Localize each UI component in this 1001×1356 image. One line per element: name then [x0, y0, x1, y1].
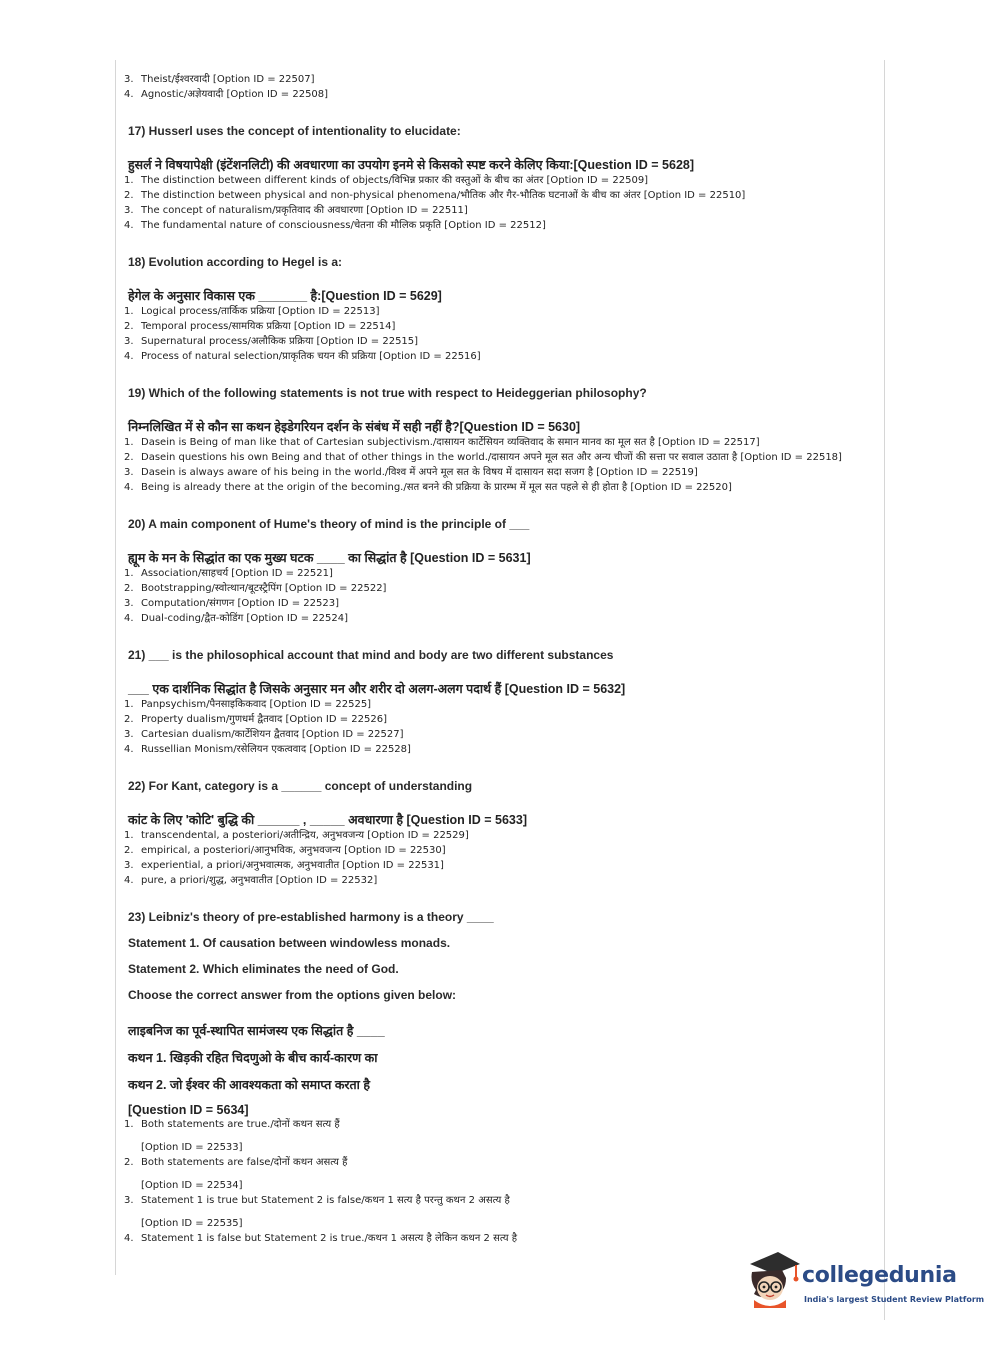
question-17-english: 17) Husserl uses the concept of intentionality to elucidate:: [128, 124, 461, 138]
option-row: 1. The distinction between different kinds of objects/विभिन्न प्रकार की वस्तुओं के बीच का अंतर [Option ID = 22509]: [124, 175, 649, 186]
option-row: 2. Bootstrapping/स्वोत्थान/बूटस्ट्रैपिंग [Option ID = 22522]: [124, 583, 387, 594]
collegedunia-logo[interactable]: [742, 1250, 985, 1312]
option-id: [Option ID = 22533]: [141, 1142, 243, 1153]
option-row: 4. Dual-coding/द्वैत-कोडिंग [Option ID = 22524]: [124, 613, 348, 624]
question-19-hindi: निम्नलिखित में से कौन सा कथन हेइडेगरियन दर्शन के संबंध में सही नहीं है?[Question ID = 5630]: [128, 420, 581, 434]
question-23-options: [124, 1117, 876, 1246]
option-row: 4. Russellian Monism/रसेलियन एकत्ववाद [Option ID = 22528]: [124, 744, 411, 755]
option-row: 1. Panpsychism/पैनसाइकिकवाद [Option ID = 22525]: [124, 699, 372, 710]
option-row: 4. Statement 1 is false but Statement 2 is true./कथन 1 असत्य है लेकिन कथन 2 सत्य है: [124, 1233, 518, 1244]
mascot-icon: [742, 1250, 800, 1310]
option-row: 1. Both statements are true./दोनों कथन सत्य हैं: [124, 1119, 340, 1130]
logo-tagline: India's largest Student Review Platform: [804, 1295, 985, 1304]
option-row: 2. Property dualism/गुणधर्म द्वैतवाद [Option ID = 22526]: [124, 714, 387, 725]
option-row: 2. Temporal process/सामयिक प्रक्रिया [Option ID = 22514]: [124, 321, 396, 332]
option-row: 1. Association/साहचर्य [Option ID = 22521]: [124, 568, 333, 579]
option-row: 3. Theist/ईश्वरवादी [Option ID = 22507]: [124, 74, 315, 85]
question-17-hindi: हुसर्ल ने विषयापेक्षी (इंटेंशनलिटी) की अवधारणा का उपयोग इनमे से किसको स्पष्ट करने केलिए किया:[Question ID = 5628]: [128, 158, 695, 172]
option-row: 4. The fundamental nature of consciousness/चेतना की मौलिक प्रकृति [Option ID = 22512]: [124, 220, 546, 231]
question-paper: [124, 72, 876, 1246]
left-margin-rule: [115, 60, 116, 1275]
option-row: 3. experiential, a priori/अनुभवात्मक, अनुभवातीत [Option ID = 22531]: [124, 860, 444, 871]
option-id: [Option ID = 22535]: [141, 1218, 243, 1229]
question-18-english: 18) Evolution according to Hegel is a:: [128, 255, 343, 269]
q16-options-tail: [124, 72, 876, 102]
option-row: 3. Statement 1 is true but Statement 2 is false/कथन 1 सत्य है परन्तु कथन 2 असत्य है: [124, 1195, 510, 1206]
question-23-instruction: Choose the correct answer from the options given below:: [128, 988, 457, 1002]
option-row: 3. Cartesian dualism/कार्टेशियन द्वैतवाद [Option ID = 22527]: [124, 729, 404, 740]
question-23-english: 23) Leibniz's theory of pre-established harmony is a theory ____: [128, 910, 494, 924]
question-19-options: [124, 435, 876, 495]
option-row: 4. Process of natural selection/प्राकृतिक चयन की प्रक्रिया [Option ID = 22516]: [124, 351, 481, 362]
option-row: 2. The distinction between physical and non-physical phenomena/भौतिक और गैर-भौतिक घटनाओं के बीच का अंतर [Option ID = 22510]: [124, 190, 746, 201]
question-19-english: 19) Which of the following statements is not true with respect to Heideggerian philosophy?: [128, 386, 647, 400]
question-23-hindi-statement-2: कथन 2. जो ईश्वर की आवश्यकता को समाप्त करता है: [128, 1078, 371, 1092]
right-margin-rule: [884, 60, 885, 1320]
question-23-statement-2: Statement 2. Which eliminates the need of God.: [128, 962, 399, 976]
question-22-options: [124, 828, 876, 888]
question-23-hindi: लाइबनिज का पूर्व-स्थापित सामंजस्य एक सिद्धांत है ____: [128, 1024, 385, 1038]
question-18-hindi: हेगेल के अनुसार विकास एक _______ है:[Question ID = 5629]: [128, 289, 442, 303]
question-23-statement-1: Statement 1. Of causation between windowless monads.: [128, 936, 451, 950]
option-row: 2. Dasein questions his own Being and that of other things in the world./दासायन अपने मूल सत और अन्य चीजों की सत्ता पर सवाल उठाता है [Option ID = 22518]: [124, 452, 842, 463]
option-row: 1. Logical process/तार्किक प्रक्रिया [Option ID = 22513]: [124, 306, 380, 317]
question-22-hindi: कांट के लिए 'कोटि' बुद्धि की ______ , _____ अवधारणा है [Question ID = 5633]: [128, 813, 527, 827]
question-20-english: 20) A main component of Hume's theory of mind is the principle of ___: [128, 517, 530, 531]
option-row: 4. pure, a priori/शुद्ध, अनुभवातीत [Option ID = 22532]: [124, 875, 378, 886]
option-row: 1. Dasein is Being of man like that of Cartesian subjectivism./दासायन कार्टेसियन व्यक्तिवाद के समान मानव का मूल सत है [Option ID = 22517]: [124, 437, 760, 448]
question-20-hindi: ह्यूम के मन के सिद्धांत का एक मुख्य घटक ____ का सिद्धांत है [Question ID = 5631]: [128, 551, 531, 565]
question-23-id: [Question ID = 5634]: [128, 1103, 249, 1117]
option-row: 4. Agnostic/अज्ञेयवादी [Option ID = 22508]: [124, 89, 329, 100]
question-21-hindi: ___ एक दार्शनिक सिद्धांत है जिसके अनुसार मन और शरीर दो अलग-अलग पदार्थ हैं [Question ID = 5632]: [128, 682, 626, 696]
option-row: 3. Computation/संगणन [Option ID = 22523]: [124, 598, 340, 609]
question-23-hindi-statement-1: कथन 1. खिड़की रहित चिदणुओ के बीच कार्य-कारण का: [128, 1051, 378, 1065]
question-20-options: [124, 566, 876, 626]
option-row: 2. Both statements are false/दोनों कथन असत्य हैं: [124, 1157, 348, 1168]
option-row: 4. Being is already there at the origin of the becoming./सत बनने की प्रक्रिया के प्रारम्भ में मूल सत पहले से ही होता है [Option ID = 22520]: [124, 482, 732, 493]
option-row: 3. Supernatural process/अलौकिक प्रक्रिया [Option ID = 22515]: [124, 336, 419, 347]
option-row: 3. Dasein is always aware of his being in the world./विश्व में अपने मूल सत के विषय में दासायन सदा सजग है [Option ID = 22519]: [124, 467, 698, 478]
option-row: 2. empirical, a posteriori/आनुभविक, अनुभवजन्य [Option ID = 22530]: [124, 845, 446, 856]
logo-wordmark: collegedunia: [802, 1263, 957, 1288]
question-21-options: [124, 697, 876, 757]
question-18-options: [124, 304, 876, 364]
option-id: [Option ID = 22534]: [141, 1180, 243, 1191]
option-row: 1. transcendental, a posteriori/अतीन्द्रिय, अनुभवजन्य [Option ID = 22529]: [124, 830, 469, 841]
question-22-english: 22) For Kant, category is a ______ concept of understanding: [128, 779, 473, 793]
option-row: 3. The concept of naturalism/प्रकृतिवाद की अवधारणा [Option ID = 22511]: [124, 205, 468, 216]
question-21-english: 21) ___ is the philosophical account that mind and body are two different substances: [128, 648, 614, 662]
question-17-options: [124, 173, 876, 233]
